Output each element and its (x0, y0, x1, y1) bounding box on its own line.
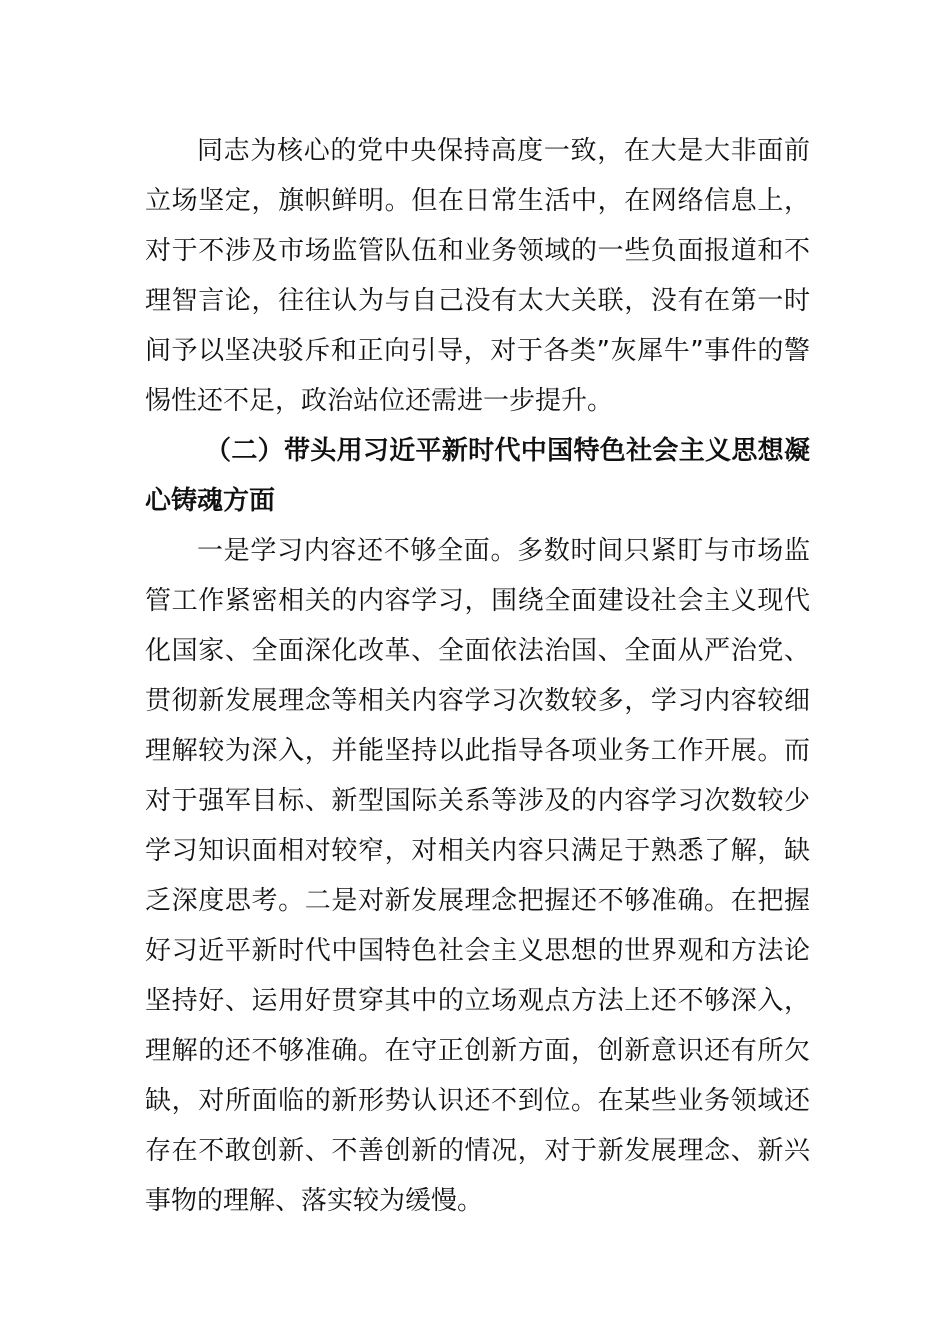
paragraph-continuation: 同志为核心的党中央保持高度一致，在大是大非面前立场坚定，旗帜鲜明。但在日常生活中，在网络信息上，对于不涉及市场监管队伍和业务领域的一些负面报道和不理智言论，往往认为与自己没有太大关联，没有在第一时间予以坚决驳斥和正向引导，对于各类”灰犀牛”事件的警惕性还不足，政治站位还需进一步提升。 (145, 136, 810, 416)
paragraph-body: 一是学习内容还不够全面。多数时间只紧盯与市场监管工作紧密相关的内容学习，围绕全面建设社会主义现代化国家、全面深化改革、全面依法治国、全面从严治党、贯彻新发展理念等相关内容学习次数较多，学习内容较细理解较为深入，并能坚持以此指导各项业务工作开展。而对于强军目标、新型国际关系等涉及的内容学习次数较少学习知识面相对较窄，对相关内容只满足于熟悉了解，缺乏深度思考。二是对新发展理念把握还不够准确。在把握好习近平新时代中国特色社会主义思想的世界观和方法论坚持好、运用好贯穿其中的立场观点方法上还不够深入，理解的还不够准确。在守正创新方面，创新意识还有所欠缺，对所面临的新形势认识还不到位。在某些业务领域还存在不敢创新、不善创新的情况，对于新发展理念、新兴事物的理解、落实较为缓慢。 (145, 536, 810, 1216)
section-heading: （二）带头用习近平新时代中国特色社会主义思想凝心铸魂方面 (145, 436, 810, 516)
document-body (145, 126, 810, 1226)
